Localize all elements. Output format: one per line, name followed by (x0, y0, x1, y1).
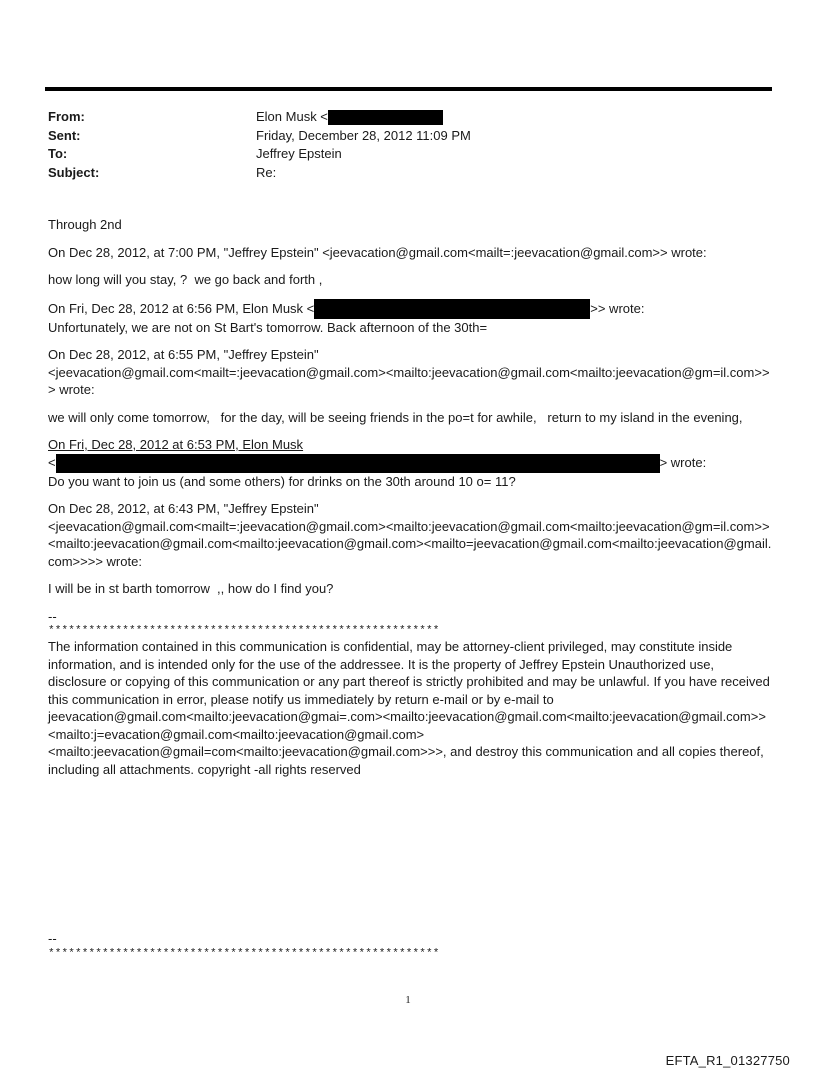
quote-text: we will only come tomorrow, for the day, will be seeing friends in the po=t for awhile, return to my island in the evening, (48, 409, 743, 425)
redaction-box (328, 110, 443, 125)
from-name: Elon Musk < (256, 109, 328, 124)
quote-header (48, 454, 774, 473)
document-id: EFTA_R1_01327750 (665, 1053, 790, 1068)
sent-label: Sent: (48, 127, 81, 143)
from-row (48, 108, 768, 127)
quote-text: Unfortunately, we are not on St Bart's tomorrow. Back afternoon of the 30th= (48, 319, 488, 335)
sent-row (48, 127, 768, 146)
quote-header-prefix: On Fri, Dec 28, 2012 at 6:56 PM, Elon Musk < (48, 300, 315, 316)
subject-row (48, 164, 768, 183)
to-row (48, 145, 768, 164)
quote-text: I will be in st barth tomorrow ,, how do I find you? (48, 581, 334, 596)
from-label: From: (48, 109, 85, 124)
quote-header-suffix: > wrote: (659, 455, 707, 471)
quote-header: On Dec 28, 2012, at 6:55 PM, "Jeffrey Epstein" (48, 347, 319, 362)
footer-dashes: -- (48, 931, 57, 946)
signature-dashes: -- (48, 608, 57, 624)
to-value: Jeffrey Epstein (256, 146, 342, 161)
quote-header-prefix: < (48, 455, 56, 471)
quote-header (48, 299, 774, 319)
email-body (48, 216, 774, 778)
quote-header: On Dec 28, 2012, at 6:43 PM, "Jeffrey Epstein" (48, 501, 319, 516)
footer-stars: ********************************************************** (48, 947, 440, 960)
quote-text: Do you want to join us (and some others) for drinks on the 30th around 10 o= 11? (48, 473, 516, 489)
page-number: 1 (405, 994, 411, 1006)
quote-header: On Fri, Dec 28, 2012 at 6:53 PM, Elon Musk (48, 437, 304, 452)
footer-separator (48, 930, 768, 961)
redaction-box (314, 299, 590, 319)
disclaimer-text: The information contained in this communication is confidential, may be attorney-client privileged, may constitute inside information, and is intended only for the use of the addressee. It is the property of Jeffrey Epstein Unauthorized use, disclosure or copying of this communication or any part thereof is strictly prohibited and may be unlawful. If you have received this communication in error, please notify us immediately by return e-mail or by e-mail to jeevacation@gmail.com<mailto:jeevacation@gmai=.com><mailto:jeevacation@gmail.com<mailto:jeevacation@gmail.com>><mailto:j=evacation@gmail.com<mailto:jeevacation@gmail.com><mailto:jeevacation@gmail=com<mailto:jeevacation@gmail.com>>>, and destroy this communication and all copies thereof, including all attachments. copyright -all rights reserved (48, 639, 774, 777)
quote-header: <jeevacation@gmail.com<mailt=:jeevacation@gmail.com><mailto:jeevacation@gmail.com<mailto:jeevacation@gm=il.com>>> wrote: (48, 364, 770, 397)
redaction-box (56, 454, 660, 473)
sent-value: Friday, December 28, 2012 11:09 PM (256, 127, 471, 143)
quote-header-suffix: >> wrote: (590, 300, 645, 316)
top-rule (45, 87, 772, 91)
signature-stars: ********************************************************** (48, 625, 440, 637)
subject-label: Subject: (48, 164, 100, 180)
to-label: To: (48, 146, 68, 161)
subject-value: Re: (256, 164, 277, 180)
reply-text: Through 2nd (48, 217, 122, 232)
quote-header: <jeevacation@gmail.com<mailt=:jeevacation@gmail.com><mailto:jeevacation@gmail.com<mailto:jeevacation@gm=il.com>><mailto:jeevacation@gmail.com<mailto:jeevacation@gmail.com><mailto=jeevacation@gmail.com<mailto:jeevacation@gmail.com>>>> wrote: (48, 518, 772, 569)
email-header (48, 108, 768, 182)
quote-text: how long will you stay, ? we go back and forth , (48, 272, 323, 287)
from-value (256, 108, 768, 127)
quote-header: On Dec 28, 2012, at 7:00 PM, "Jeffrey Epstein" <jeevacation@gmail.com<mailt=:jeevacation@gmail.com>> wrote: (48, 244, 707, 260)
